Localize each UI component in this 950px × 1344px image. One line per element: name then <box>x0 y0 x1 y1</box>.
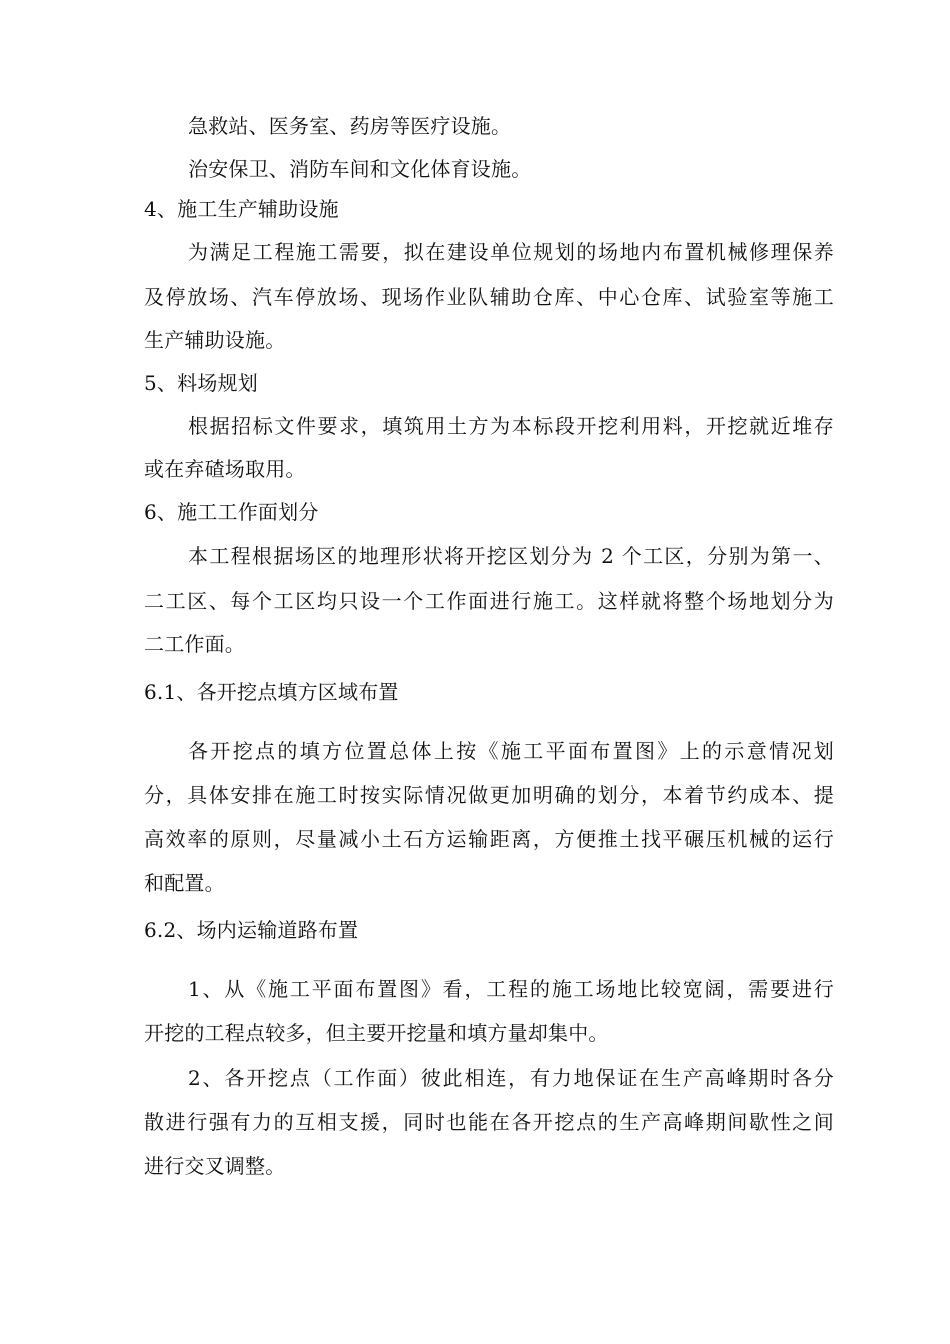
paragraph-line: 生产辅助设施。 <box>144 328 286 352</box>
paragraph-line: 高效率的原则，尽量减小土石方运输距离，方便推土找平碾压机械的运行 <box>144 827 834 851</box>
paragraph-line: 本工程根据场区的地理形状将开挖区划分为 2 个工区，分别为第一、 <box>188 544 834 568</box>
paragraph-line: 二工作面。 <box>144 632 245 656</box>
heading-6-1: 6.1、各开挖点填方区域布置 <box>144 680 399 704</box>
paragraph-line: 根据招标文件要求，填筑用土方为本标段开挖利用料，开挖就近堆存 <box>188 414 834 438</box>
paragraph-line: 或在弃碴场取用。 <box>144 457 306 481</box>
paragraph-line: 分，具体安排在施工时按实际情况做更加明确的划分，本着节约成本、提 <box>144 783 834 807</box>
paragraph-line: 和配置。 <box>144 871 225 895</box>
paragraph-line-medical: 急救站、医务室、药房等医疗设施。 <box>188 114 512 138</box>
paragraph-line: 为满足工程施工需要，拟在建设单位规划的场地内布置机械修理保养 <box>188 240 834 264</box>
paragraph-line: 及停放场、汽车停放场、现场作业队辅助仓库、中心仓库、试验室等施工 <box>144 285 834 309</box>
paragraph-line: 二工区、每个工区均只设一个工作面进行施工。这样就将整个场地划分为 <box>144 589 834 613</box>
paragraph-line: 散进行强有力的互相支援，同时也能在各开挖点的生产高峰期间歇性之间 <box>144 1110 834 1134</box>
paragraph-line: 开挖的工程点较多，但主要开挖量和填方量却集中。 <box>144 1021 609 1045</box>
heading-6-2: 6.2、场内运输道路布置 <box>144 918 359 942</box>
paragraph-line: 各开挖点的填方位置总体上按《施工平面布置图》上的示意情况划 <box>188 739 834 763</box>
heading-4: 4、施工生产辅助设施 <box>144 197 339 221</box>
paragraph-line-security: 治安保卫、消防车间和文化体育设施。 <box>188 157 532 181</box>
paragraph-line: 1、从《施工平面布置图》看，工程的施工场地比较宽阔，需要进行 <box>188 977 834 1001</box>
paragraph-line: 2、各开挖点（工作面）彼此相连，有力地保证在生产高峰期时各分 <box>188 1066 834 1090</box>
heading-5: 5、料场规划 <box>144 371 258 395</box>
paragraph-line: 进行交叉调整。 <box>144 1154 286 1178</box>
heading-6: 6、施工工作面划分 <box>144 500 319 524</box>
